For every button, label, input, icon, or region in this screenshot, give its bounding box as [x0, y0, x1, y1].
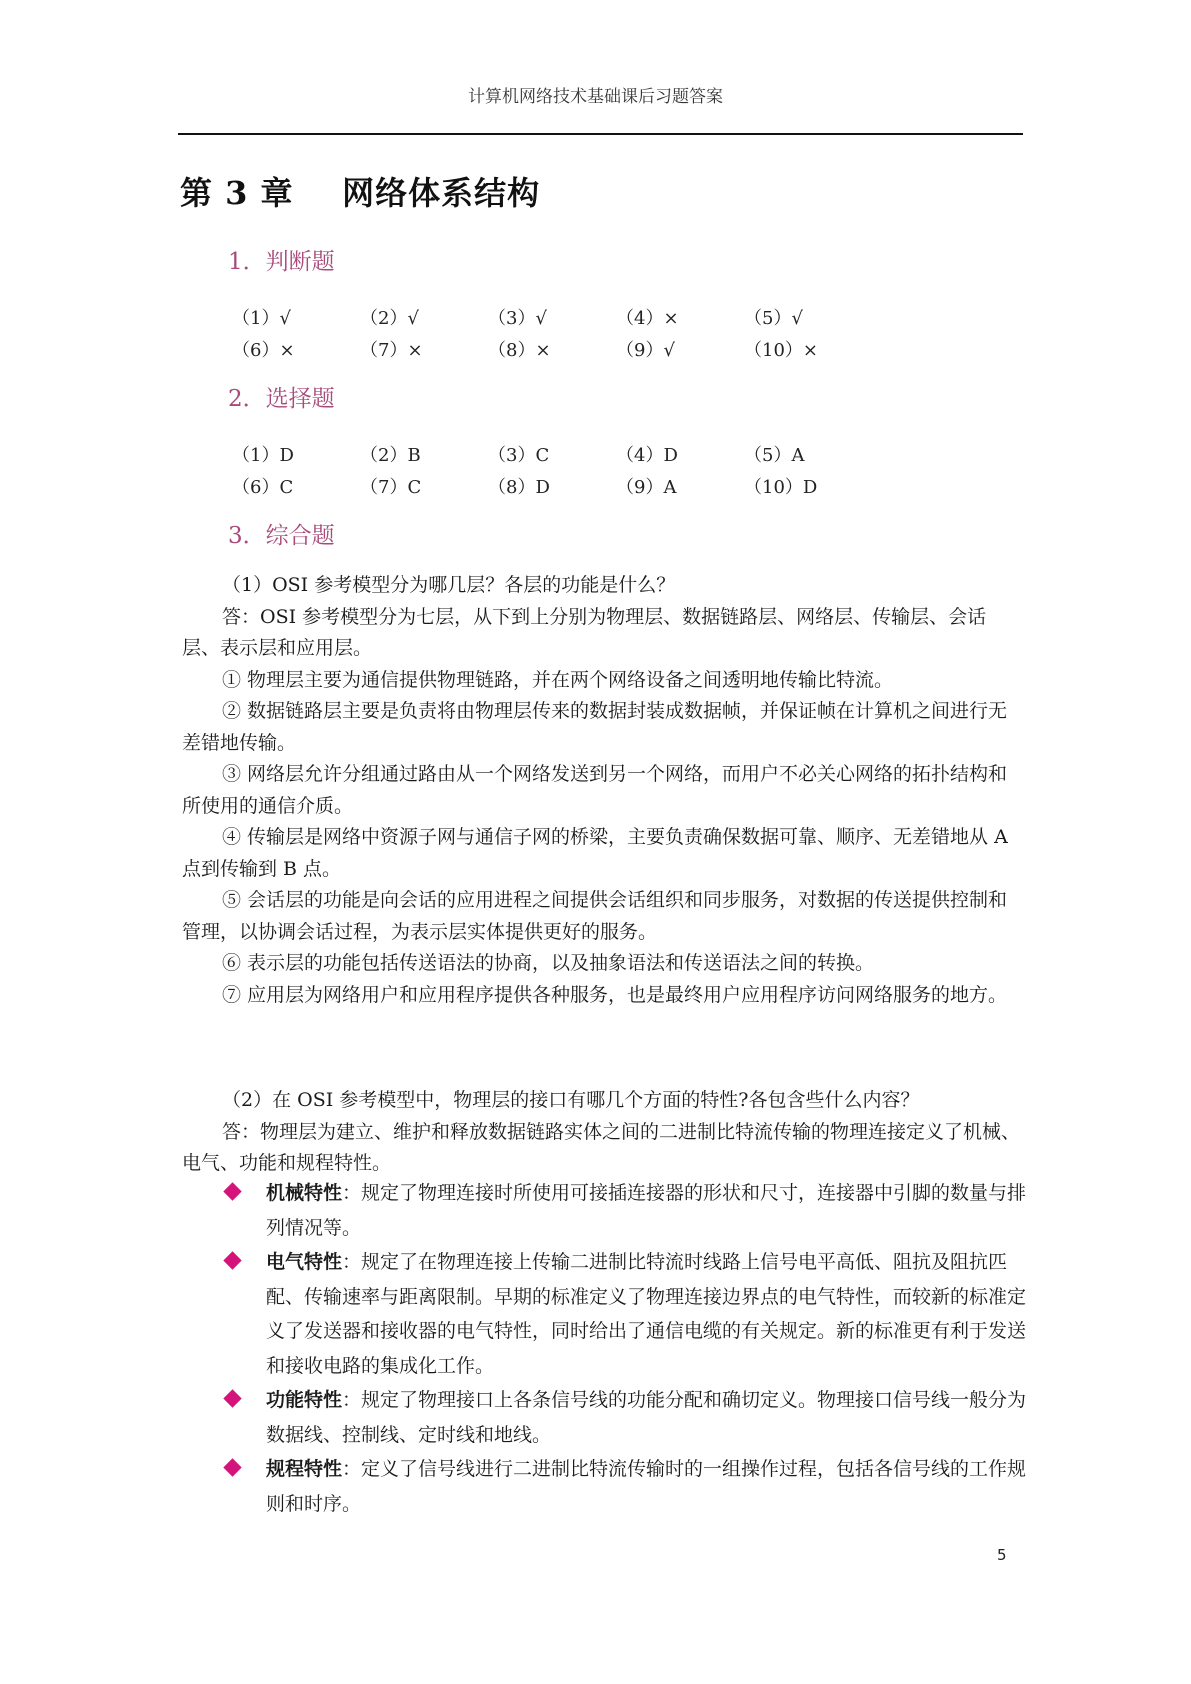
answer-item: （9）√: [616, 340, 675, 361]
section-heading-choice: 2．选择题: [228, 386, 335, 412]
answer-item: （8）×: [488, 340, 551, 361]
answer-item: （4）×: [616, 308, 679, 329]
chapter-title: 第 3 章 网络体系结构: [180, 174, 541, 212]
answer-item: （6）×: [232, 340, 295, 361]
osi-layer-item: ② 数据链路层主要是负责将由物理层传来的数据封装成数据帧，并保证帧在计算机之间进行无差错地传输。: [182, 700, 1008, 754]
question-2-block: [182, 1085, 1022, 1180]
page-number: 5: [997, 1546, 1007, 1564]
answer-item: （10）D: [744, 477, 818, 498]
question-1-answer: 答：OSI 参考模型分为七层，从下到上分别为物理层、数据链路层、网络层、传输层、会话层、表示层和应用层。: [182, 605, 987, 659]
answer-item: （5）√: [744, 308, 803, 329]
characteristic-description: ：定义了信号线进行二进制比特流传输时的一组操作过程，包括各信号线的工作规则和时序。: [266, 1458, 1027, 1515]
characteristic-term: 电气特性: [266, 1251, 343, 1273]
osi-layer-item: ⑤ 会话层的功能是向会话的应用进程之间提供会话组织和同步服务，对数据的传送提供控制和管理，以协调会话过程，为表示层实体提供更好的服务。: [182, 889, 1008, 943]
answer-item: （8）D: [488, 477, 550, 498]
characteristic-term: 规程特性: [266, 1458, 343, 1480]
answer-item: （10）×: [744, 340, 818, 361]
answer-item: （9）A: [616, 477, 677, 498]
diamond-bullet-icon: [223, 1389, 241, 1407]
running-header: 计算机网络技术基础课后习题答案: [468, 87, 723, 107]
answer-item: （4）D: [616, 445, 678, 466]
question-2-answer: 答：物理层为建立、维护和释放数据链路实体之间的二进制比特流传输的物理连接定义了机械、电气、功能和规程特性。: [182, 1120, 1021, 1174]
diamond-bullet-icon: [223, 1458, 241, 1476]
answer-item: （7）×: [360, 340, 423, 361]
section-heading-judgment: 1．判断题: [228, 249, 335, 275]
answer-item: （1）D: [232, 445, 294, 466]
characteristic-term: 机械特性: [266, 1182, 343, 1204]
answer-item: （3）C: [488, 445, 550, 466]
osi-layer-item: ① 物理层主要为通信提供物理链路，并在两个网络设备之间透明地传输比特流。: [222, 668, 894, 691]
answer-item: （1）√: [232, 308, 291, 329]
question-2-text: （2）在 OSI 参考模型中，物理层的接口有哪几个方面的特性?各包含些什么内容？: [222, 1089, 920, 1111]
osi-layer-item: ⑦ 应用层为网络用户和应用程序提供各种服务，也是最终用户应用程序访问网络服务的地方。: [222, 983, 1008, 1006]
question-1-text: （1）OSI 参考模型分为哪几层？各层的功能是什么？: [222, 574, 676, 596]
characteristic-term: 功能特性: [266, 1389, 343, 1411]
answer-item: （6）C: [232, 477, 294, 498]
question-1-block: [182, 570, 1022, 1011]
characteristic-description: ：规定了物理连接时所使用可接插连接器的形状和尺寸，连接器中引脚的数量与排列情况等。: [266, 1182, 1027, 1239]
diamond-bullet-icon: [223, 1251, 241, 1269]
answer-item: （7）C: [360, 477, 422, 498]
answer-item: （3）√: [488, 308, 547, 329]
section-heading-comprehensive: 3．综合题: [228, 523, 335, 549]
header-rule: [178, 133, 1023, 135]
characteristic-description: ：规定了在物理连接上传输二进制比特流时线路上信号电平高低、阻抗及阻抗匹配、传输速率与距离限制。早期的标准定义了物理连接边界点的电气特性，而较新的标准定义了发送器和接收器的电气特性，同时给出了通信电缆的有关规定。新的标准更有利于发送和接收电路的集成化工作。: [266, 1251, 1027, 1377]
osi-layer-item: ⑥ 表示层的功能包括传送语法的协商，以及抽象语法和传送语法之间的转换。: [222, 952, 875, 974]
diamond-bullet-icon: [223, 1182, 241, 1200]
answer-item: （5）A: [744, 445, 805, 466]
characteristic-description: ：规定了物理接口上各条信号线的功能分配和确切定义。物理接口信号线一般分为数据线、控制线、定时线和地线。: [266, 1389, 1027, 1446]
answer-item: （2）B: [360, 445, 421, 466]
answer-item: （2）√: [360, 308, 419, 329]
osi-layer-item: ④ 传输层是网络中资源子网与通信子网的桥梁，主要负责确保数据可靠、顺序、无差错地从 A 点到传输到 B 点。: [182, 826, 1008, 880]
osi-layer-item: ③ 网络层允许分组通过路由从一个网络发送到另一个网络，而用户不必关心网络的拓扑结构和所使用的通信介质。: [182, 763, 1008, 817]
